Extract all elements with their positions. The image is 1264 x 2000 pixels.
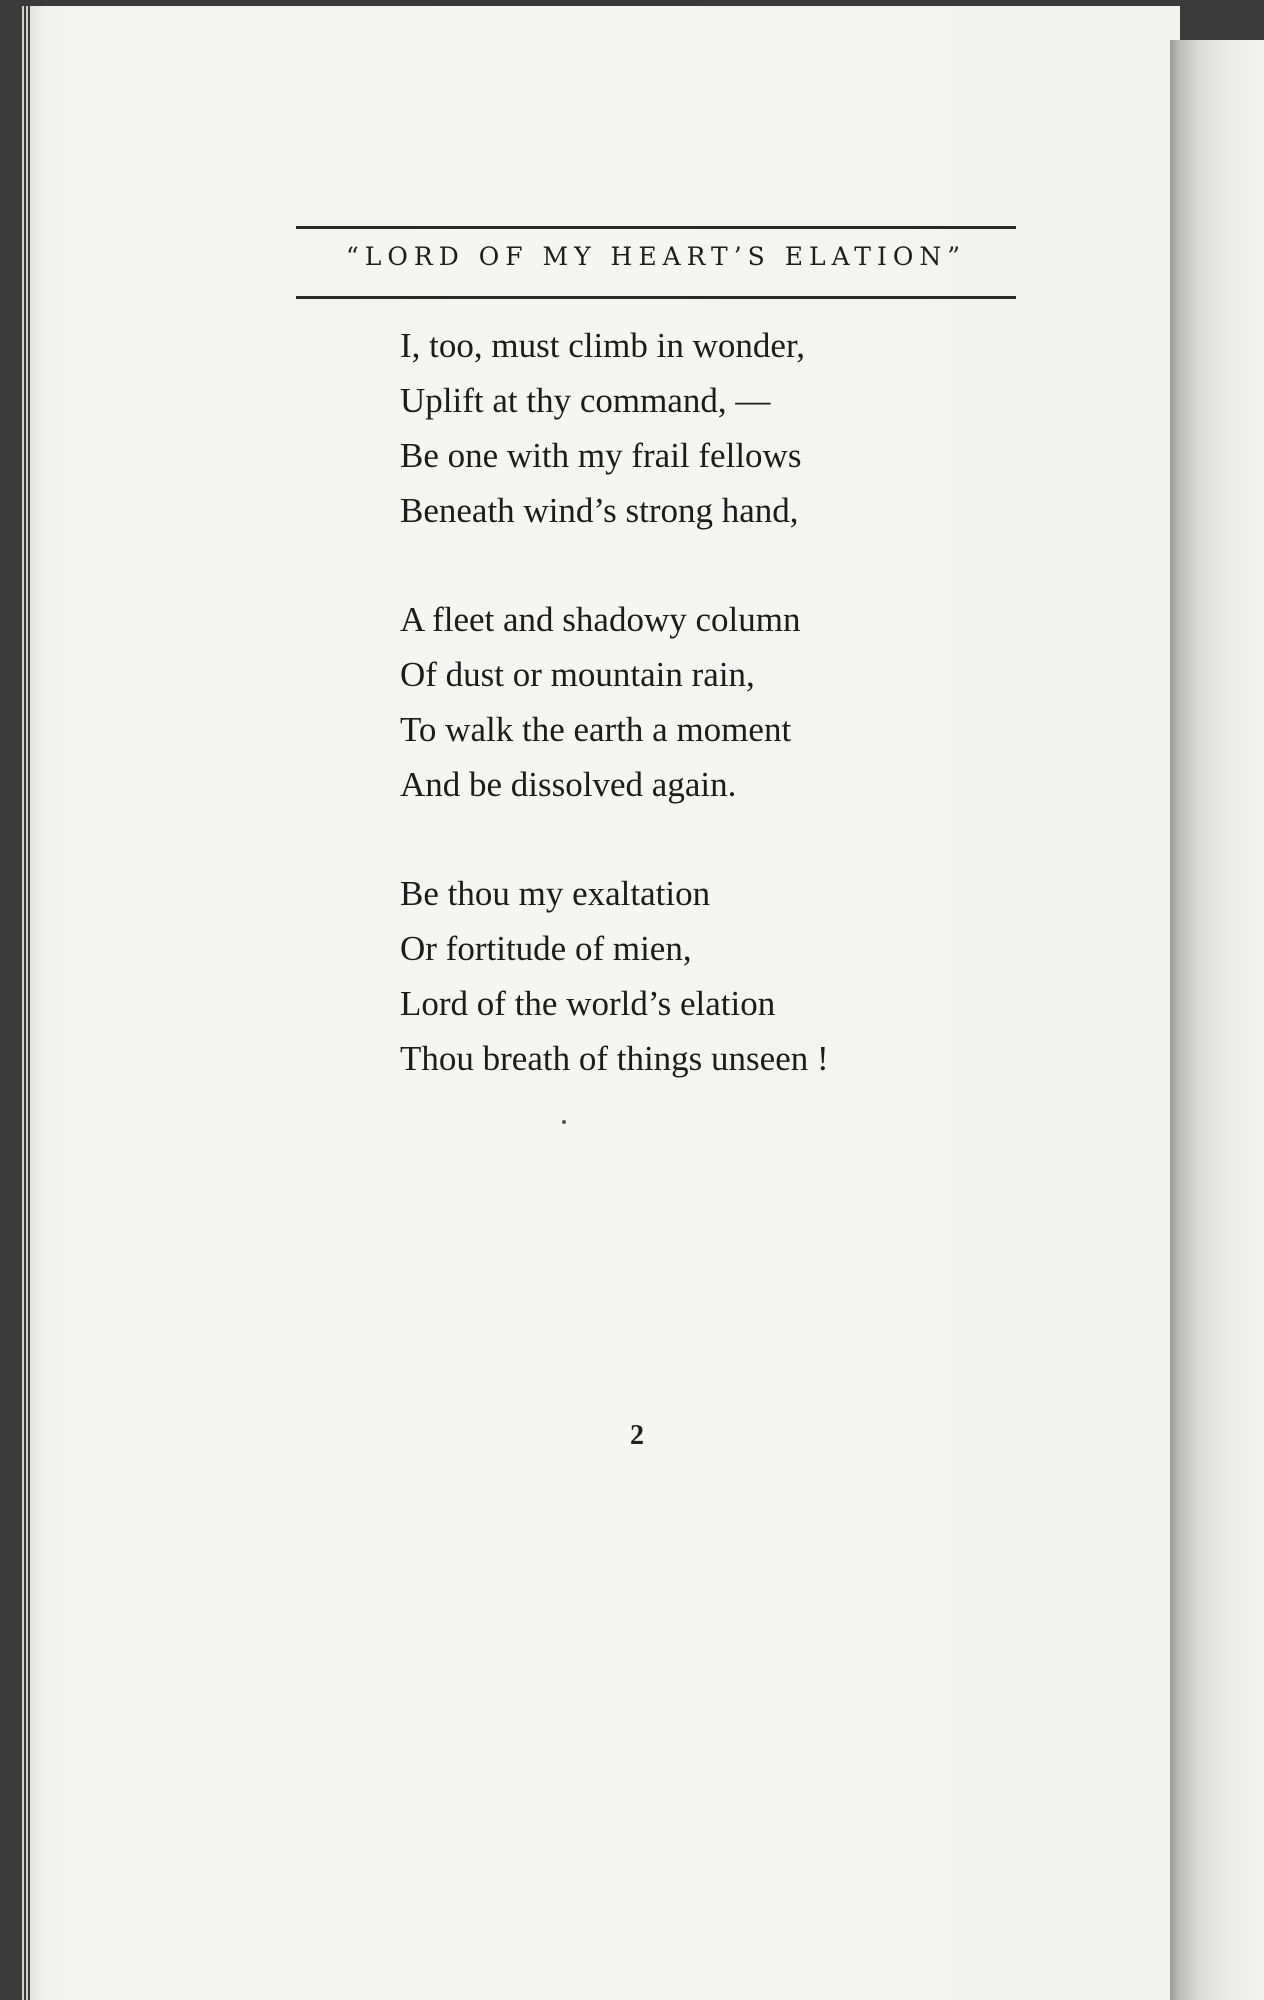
header-rule-bottom bbox=[296, 296, 1016, 299]
poem-line: Uplift at thy command, — bbox=[400, 381, 771, 420]
poem-line: Beneath wind’s strong hand, bbox=[400, 491, 799, 530]
poem-line: Be thou my exaltation bbox=[400, 874, 711, 913]
header-rule-top bbox=[296, 226, 1016, 229]
running-head-title: “LORD OF MY HEART’S ELATION” bbox=[346, 242, 966, 271]
ink-speck bbox=[562, 1120, 566, 1124]
facing-page-edge bbox=[1170, 40, 1264, 2000]
poem-line: Or fortitude of mien, bbox=[400, 929, 692, 968]
poem-line: Lord of the world’s elation bbox=[400, 984, 776, 1023]
running-header bbox=[296, 226, 1016, 302]
page-edge bbox=[26, 6, 28, 2000]
poem-line: Of dust or mountain rain, bbox=[400, 655, 755, 694]
poem-body bbox=[400, 318, 920, 1140]
poem-line: I, too, must climb in wonder, bbox=[400, 326, 805, 365]
poem-line: And be dissolved again. bbox=[400, 765, 737, 804]
poem-line: Thou breath of things unseen ! bbox=[400, 1039, 829, 1078]
page-edge bbox=[22, 6, 24, 2000]
stanza bbox=[400, 592, 920, 812]
stanza bbox=[400, 318, 920, 538]
poem-line: Be one with my frail fellows bbox=[400, 436, 802, 475]
poem-line: A fleet and shadowy column bbox=[400, 600, 801, 639]
page-number: 2 bbox=[630, 1420, 644, 1451]
poem-line: To walk the earth a moment bbox=[400, 710, 792, 749]
stanza bbox=[400, 866, 920, 1086]
